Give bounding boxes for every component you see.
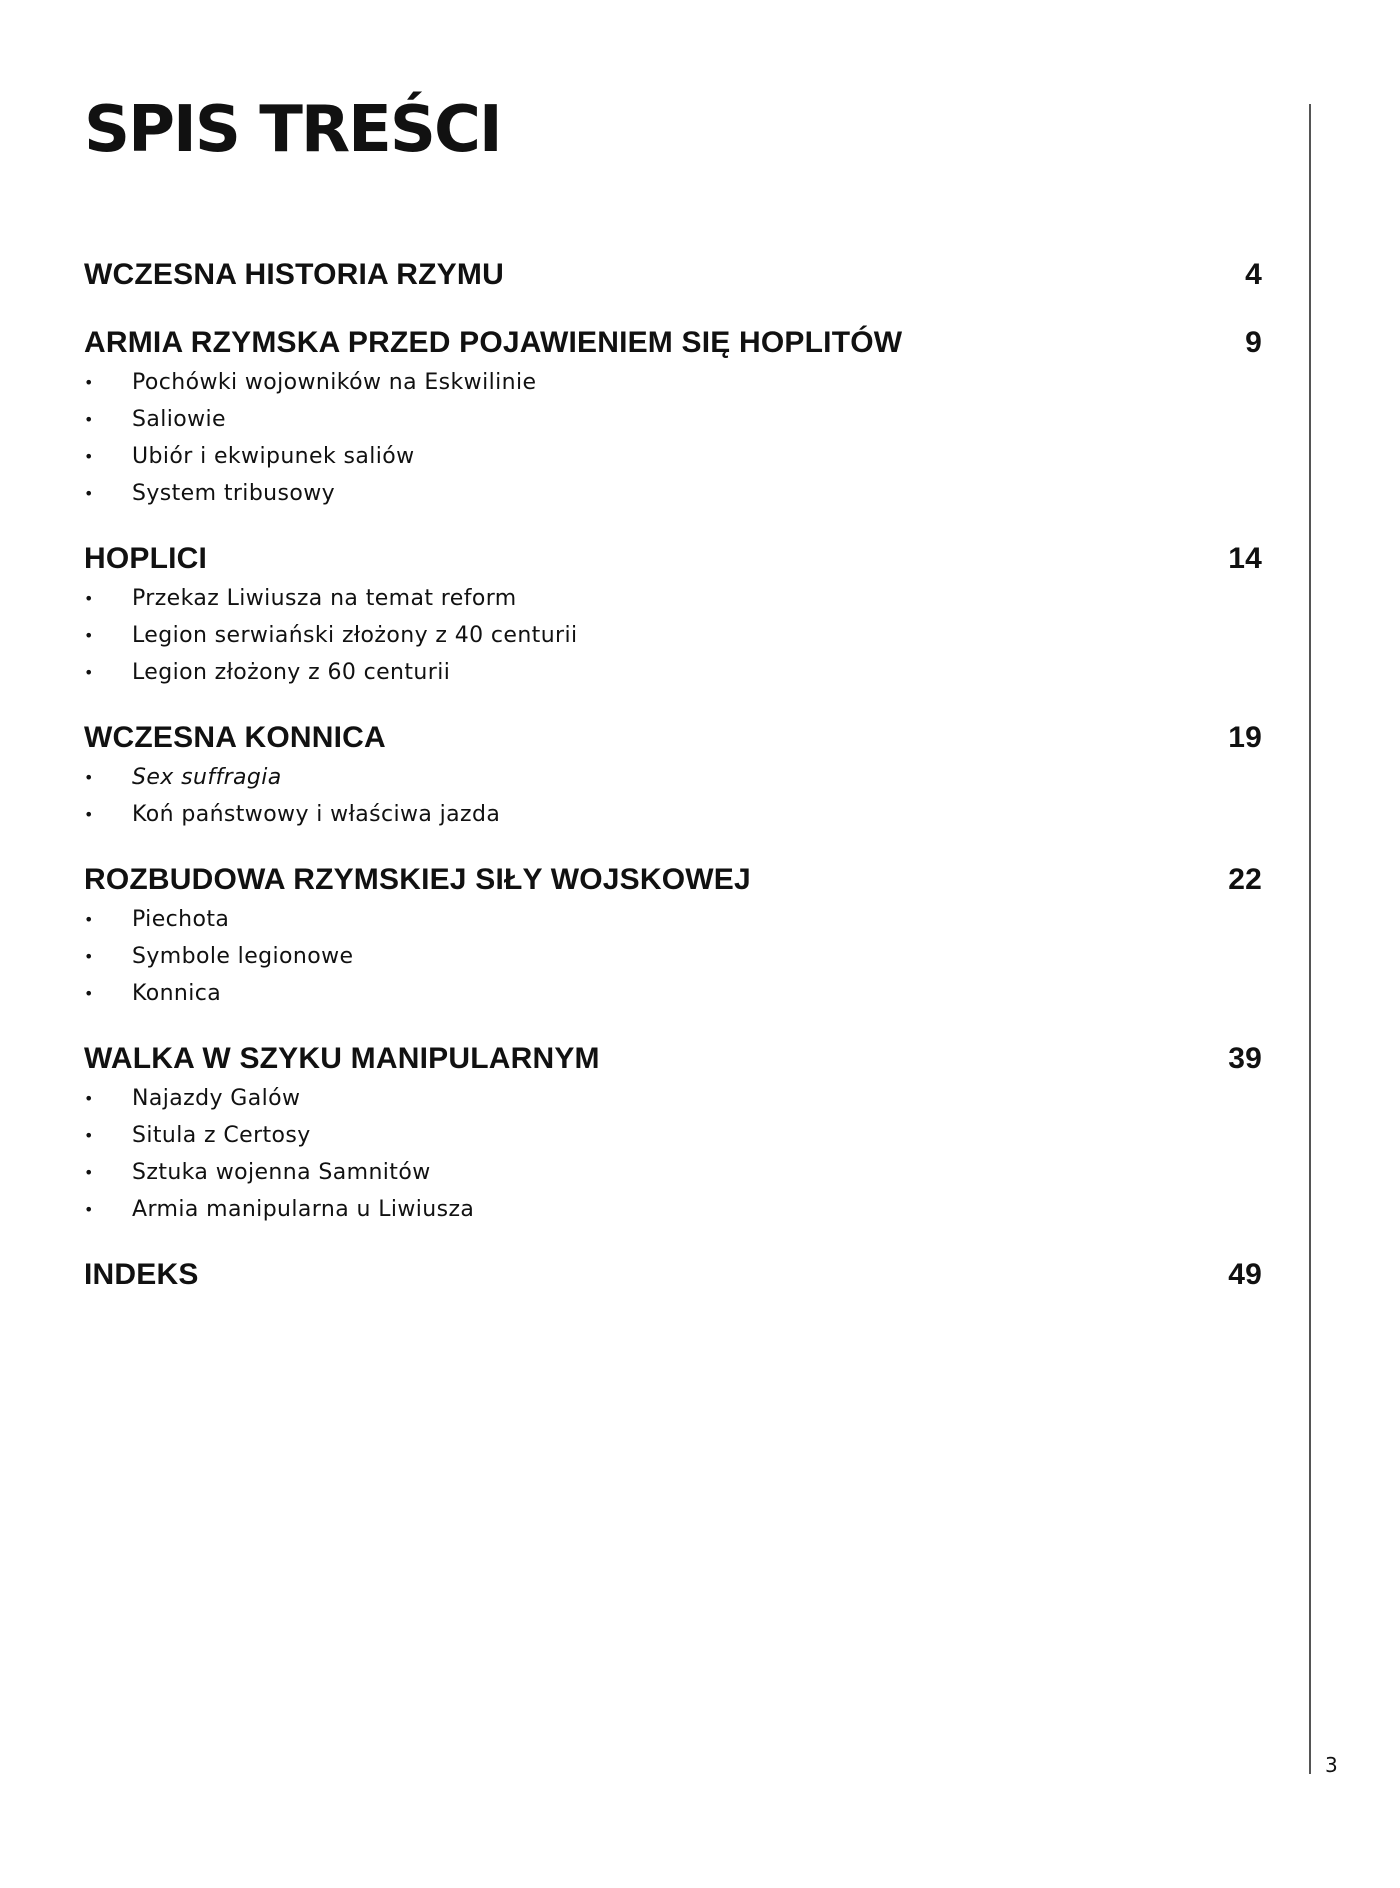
toc-subitem-text: Situla z Certosy bbox=[132, 1123, 311, 1148]
toc-subitem[interactable] bbox=[84, 364, 1262, 401]
toc-subitem[interactable] bbox=[84, 796, 1262, 833]
bullet-icon: • bbox=[84, 1200, 94, 1219]
toc-subitem-list bbox=[84, 901, 1262, 1012]
toc-subitem-text: Sztuka wojenna Samnitów bbox=[132, 1160, 431, 1185]
toc-subitem-text: Piechota bbox=[132, 907, 230, 932]
toc-subitem-text: Przekaz Liwiusza na temat reform bbox=[132, 586, 517, 611]
bullet-icon: • bbox=[84, 484, 94, 503]
toc-section-page-number: 22 bbox=[1228, 863, 1262, 896]
bullet-icon: • bbox=[84, 373, 94, 392]
toc-section-title: HOPLICI bbox=[84, 542, 208, 575]
bullet-icon: • bbox=[84, 447, 94, 466]
toc-subitem[interactable] bbox=[84, 1117, 1262, 1154]
toc-subitem[interactable] bbox=[84, 1154, 1262, 1191]
toc-section bbox=[84, 1254, 1262, 1296]
toc-section-page-number: 19 bbox=[1228, 721, 1262, 754]
toc-subitem[interactable] bbox=[84, 438, 1262, 475]
toc-subitem[interactable] bbox=[84, 580, 1262, 617]
toc-subitem-text: Ubiór i ekwipunek saliów bbox=[132, 444, 415, 469]
toc-subitem[interactable] bbox=[84, 401, 1262, 438]
table-of-contents bbox=[84, 254, 1262, 1322]
toc-subitem-text: Pochówki wojowników na Eskwilinie bbox=[132, 370, 537, 395]
toc-section-page-number: 14 bbox=[1228, 542, 1262, 575]
toc-section bbox=[84, 254, 1262, 296]
toc-subitem-list bbox=[84, 1080, 1262, 1228]
bullet-icon: • bbox=[84, 947, 94, 966]
toc-subitem-text: Legion serwiański złożony z 40 centurii bbox=[132, 623, 578, 648]
toc-section-title: ROZBUDOWA RZYMSKIEJ SIŁY WOJSKOWEJ bbox=[84, 863, 751, 896]
toc-section-title: WCZESNA HISTORIA RZYMU bbox=[84, 258, 504, 291]
toc-section-heading[interactable] bbox=[84, 254, 1262, 296]
page-title: SPIS TREŚCI bbox=[84, 93, 501, 167]
toc-subitem-text: Sex suffragia bbox=[132, 765, 282, 790]
toc-section-title: WALKA W SZYKU MANIPULARNYM bbox=[84, 1042, 600, 1075]
toc-section-title: INDEKS bbox=[84, 1258, 199, 1291]
toc-subitem-text: System tribusowy bbox=[132, 481, 336, 506]
toc-section-heading[interactable] bbox=[84, 538, 1262, 580]
toc-section-heading[interactable] bbox=[84, 859, 1262, 901]
toc-subitem[interactable] bbox=[84, 901, 1262, 938]
bullet-icon: • bbox=[84, 984, 94, 1003]
toc-section bbox=[84, 322, 1262, 512]
bullet-icon: • bbox=[84, 1126, 94, 1145]
toc-section bbox=[84, 1038, 1262, 1228]
bullet-icon: • bbox=[84, 663, 94, 682]
toc-section-heading[interactable] bbox=[84, 1038, 1262, 1080]
bullet-icon: • bbox=[84, 1163, 94, 1182]
page-number: 3 bbox=[1325, 1753, 1338, 1777]
toc-subitem-text: Konnica bbox=[132, 981, 222, 1006]
margin-rule bbox=[1309, 104, 1311, 1774]
toc-subitem-text: Koń państwowy i właściwa jazda bbox=[132, 802, 501, 827]
toc-subitem-text: Najazdy Galów bbox=[132, 1086, 301, 1111]
toc-subitem-list bbox=[84, 364, 1262, 512]
bullet-icon: • bbox=[84, 626, 94, 645]
toc-section-page-number: 39 bbox=[1228, 1042, 1262, 1075]
bullet-icon: • bbox=[84, 589, 94, 608]
toc-subitem-list bbox=[84, 759, 1262, 833]
bullet-icon: • bbox=[84, 805, 94, 824]
toc-subitem-list bbox=[84, 580, 1262, 691]
bullet-icon: • bbox=[84, 410, 94, 429]
bullet-icon: • bbox=[84, 1089, 94, 1108]
toc-section bbox=[84, 859, 1262, 1012]
toc-subitem-text: Legion złożony z 60 centurii bbox=[132, 660, 451, 685]
toc-section-heading[interactable] bbox=[84, 322, 1262, 364]
toc-subitem[interactable] bbox=[84, 1080, 1262, 1117]
toc-subitem-text: Saliowie bbox=[132, 407, 226, 432]
toc-subitem[interactable] bbox=[84, 1191, 1262, 1228]
toc-subitem[interactable] bbox=[84, 938, 1262, 975]
toc-section bbox=[84, 538, 1262, 691]
toc-subitem[interactable] bbox=[84, 975, 1262, 1012]
toc-section-title: WCZESNA KONNICA bbox=[84, 721, 386, 754]
toc-section-title: ARMIA RZYMSKA PRZED POJAWIENIEM SIĘ HOPLITÓW bbox=[84, 326, 903, 359]
toc-subitem-text: Armia manipularna u Liwiusza bbox=[132, 1197, 475, 1222]
toc-section-page-number: 4 bbox=[1245, 258, 1262, 291]
toc-subitem[interactable] bbox=[84, 654, 1262, 691]
toc-section-heading[interactable] bbox=[84, 717, 1262, 759]
toc-section-heading[interactable] bbox=[84, 1254, 1262, 1296]
toc-subitem[interactable] bbox=[84, 475, 1262, 512]
toc-section-page-number: 49 bbox=[1228, 1258, 1262, 1291]
bullet-icon: • bbox=[84, 768, 94, 787]
toc-subitem-text: Symbole legionowe bbox=[132, 944, 354, 969]
bullet-icon: • bbox=[84, 910, 94, 929]
toc-subitem[interactable] bbox=[84, 617, 1262, 654]
toc-subitem[interactable] bbox=[84, 759, 1262, 796]
toc-section-page-number: 9 bbox=[1245, 326, 1262, 359]
toc-section bbox=[84, 717, 1262, 833]
